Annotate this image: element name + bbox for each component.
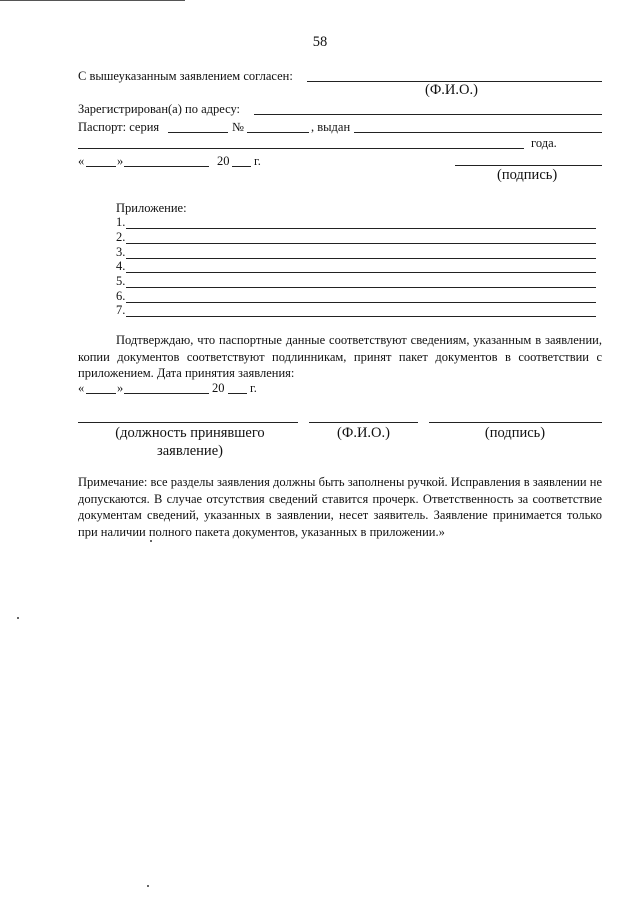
- date2-year-suffix: г.: [250, 381, 257, 395]
- date1-close-quote: »: [117, 154, 124, 168]
- date2-close-quote: »: [117, 381, 124, 395]
- registration-address-field[interactable]: [254, 114, 602, 115]
- scan-edge-line: [0, 0, 185, 1]
- attachment-field-1[interactable]: [126, 228, 596, 229]
- page-number: 58: [312, 34, 328, 50]
- attachment-field-2[interactable]: [126, 243, 596, 244]
- date2-day-field[interactable]: [86, 393, 116, 394]
- date2-year-prefix: 20: [212, 381, 225, 395]
- attachment-number-2: 2.: [116, 230, 126, 244]
- passport-issued-field-2[interactable]: [78, 148, 524, 149]
- attachment-field-4[interactable]: [126, 272, 596, 273]
- attachments-title: Приложение:: [116, 201, 187, 215]
- passport-year-label: года.: [531, 136, 557, 150]
- date1-year-field[interactable]: [232, 166, 251, 167]
- attachment-number-6: 6.: [116, 289, 126, 303]
- date1-open-quote: «: [78, 154, 85, 168]
- attachment-number-3: 3.: [116, 245, 126, 259]
- position-caption-line2: заявление): [157, 443, 223, 459]
- receiver-fio-caption: (Ф.И.О.): [337, 425, 390, 441]
- passport-issued-field[interactable]: [354, 132, 602, 133]
- passport-number-label: №: [232, 120, 244, 134]
- position-caption-line1: (должность принявшего: [115, 425, 265, 441]
- position-field[interactable]: [78, 422, 298, 423]
- date1-year-prefix: 20: [217, 154, 230, 168]
- note-paragraph: Примечание: все разделы заявления должны быть заполнены ручкой. Исправления в заявлении не допускаются. В случае отсутствия сведений ставится прочерк. Ответственность за соответствие документам сведений, указанных в заявлении, несет заявитель. Заявление принимается только при наличии полного пакета документов, указанных в приложении.»: [78, 475, 602, 539]
- date1-month-field[interactable]: [124, 166, 209, 167]
- passport-issued-label: , выдан: [311, 120, 351, 134]
- date1-year-suffix: г.: [254, 154, 261, 168]
- consent-fio-caption: (Ф.И.О.): [425, 82, 478, 98]
- consent-label: С вышеуказанным заявлением согласен:: [78, 69, 293, 83]
- scan-speck: [17, 617, 19, 619]
- date2-open-quote: «: [78, 381, 85, 395]
- receiver-fio-field[interactable]: [309, 422, 418, 423]
- confirmation-paragraph: Подтверждаю, что паспортные данные соответствуют сведениям, указанным в заявлении, копии документов соответствуют подлинникам, принят пакет документов в соответствии с приложением. Дата принятия заявления:: [78, 333, 602, 380]
- scan-speck: [147, 885, 149, 887]
- date2-year-field[interactable]: [228, 393, 247, 394]
- date1-day-field[interactable]: [86, 166, 116, 167]
- signature1-field[interactable]: [455, 165, 602, 166]
- receiver-signature-field[interactable]: [429, 422, 602, 423]
- attachment-number-5: 5.: [116, 274, 126, 288]
- signature1-caption: (подпись): [497, 167, 558, 183]
- scan-speck: [150, 540, 152, 542]
- registration-label: Зарегистрирован(а) по адресу:: [78, 102, 241, 116]
- receiver-signature-caption: (подпись): [484, 425, 546, 441]
- attachment-number-7: 7.: [116, 303, 126, 317]
- attachment-field-3[interactable]: [126, 258, 596, 259]
- date2-month-field[interactable]: [124, 393, 209, 394]
- attachment-number-4: 4.: [116, 259, 126, 273]
- attachment-field-5[interactable]: [126, 287, 596, 288]
- passport-number-field[interactable]: [247, 132, 309, 133]
- attachment-field-6[interactable]: [126, 302, 596, 303]
- passport-series-field[interactable]: [168, 132, 228, 133]
- attachment-field-7[interactable]: [126, 316, 596, 317]
- passport-series-label: Паспорт: серия: [78, 120, 160, 134]
- attachment-number-1: 1.: [116, 215, 126, 229]
